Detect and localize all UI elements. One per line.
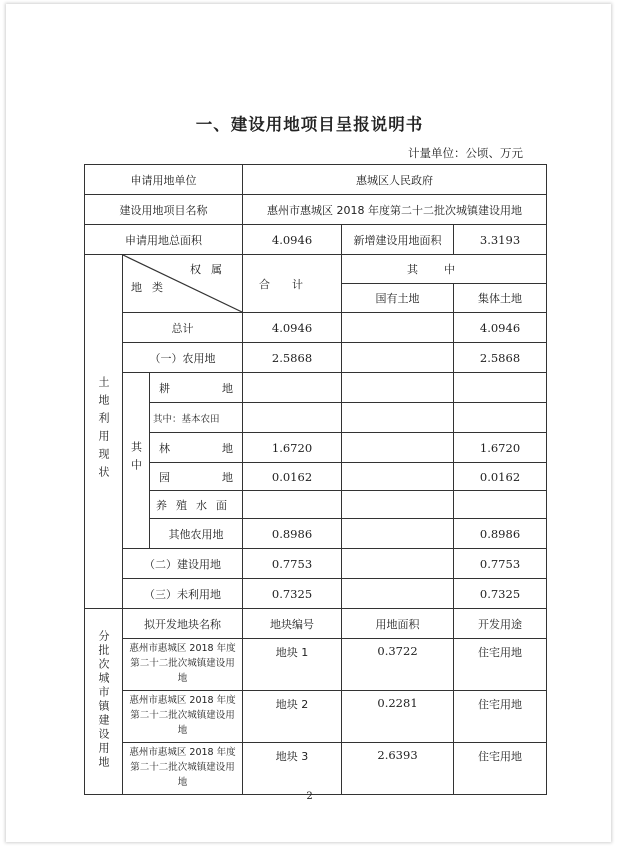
unused-sum: 0.7325 <box>243 579 342 609</box>
construction-coll: 0.7753 <box>454 549 547 579</box>
unused-label: （三）未利用地 <box>123 579 243 609</box>
parcel-use: 住宅用地 <box>454 691 547 743</box>
garden-state <box>342 463 454 491</box>
agri-coll: 2.5868 <box>454 343 547 373</box>
forest-label: 林 地 <box>150 433 243 463</box>
unit-note: 计量单位：公顷、万元 <box>408 146 523 160</box>
row-unused <box>85 579 547 609</box>
applicant-row <box>85 165 547 195</box>
parcel-area: 0.3722 <box>342 639 454 691</box>
aqua-coll <box>454 491 547 519</box>
row-agri <box>85 343 547 373</box>
agri-state <box>342 343 454 373</box>
new-area-value: 3.3193 <box>454 225 547 255</box>
aqua-state <box>342 491 454 519</box>
construction-state <box>342 549 454 579</box>
garden-label: 园 地 <box>150 463 243 491</box>
total-coll: 4.0946 <box>454 313 547 343</box>
parcel-id: 地块 1 <box>243 639 342 691</box>
total-area-label: 申请用地总面积 <box>85 225 243 255</box>
landuse-section-label: 土地利用现状 <box>85 255 123 609</box>
among-col-header: 其中 <box>342 255 547 284</box>
row-garden <box>85 463 547 491</box>
garden-sum: 0.0162 <box>243 463 342 491</box>
parcel-use: 住宅用地 <box>454 743 547 795</box>
arable-sum <box>243 373 342 403</box>
parcel-id: 地块 2 <box>243 691 342 743</box>
parcel-name: 惠州市惠城区 2018 年度第二十二批次城镇建设用地 <box>123 743 243 795</box>
project-row <box>85 195 547 225</box>
applicant-label: 申请用地单位 <box>85 165 243 195</box>
row-forest <box>85 433 547 463</box>
collective-col-header: 集体土地 <box>454 284 547 313</box>
landuse-header-row <box>85 255 547 284</box>
total-label: 总计 <box>123 313 243 343</box>
parcel-area-header: 用地面积 <box>342 609 454 639</box>
state-col-header: 国有土地 <box>342 284 454 313</box>
row-other-agri <box>85 519 547 549</box>
row-aquaculture <box>85 491 547 519</box>
parcel-name: 惠州市惠城区 2018 年度第二十二批次城镇建设用地 <box>123 691 243 743</box>
page-number: 2 <box>306 791 313 802</box>
applicant-value: 惠城区人民政府 <box>243 165 547 195</box>
parcel-area: 0.2281 <box>342 691 454 743</box>
parcel-name: 惠州市惠城区 2018 年度第二十二批次城镇建设用地 <box>123 639 243 691</box>
construction-label: （二）建设用地 <box>123 549 243 579</box>
parcel-row <box>85 639 547 691</box>
forest-sum: 1.6720 <box>243 433 342 463</box>
total-col-header: 合计 <box>243 255 342 313</box>
basic-state <box>342 403 454 433</box>
row-arable <box>85 373 547 403</box>
parcel-name-header: 拟开发地块名称 <box>123 609 243 639</box>
diagonal-header-cell <box>123 255 243 313</box>
aqua-sum <box>243 491 342 519</box>
agri-label: （一）农用地 <box>123 343 243 373</box>
other-agri-coll: 0.8986 <box>454 519 547 549</box>
aquaculture-label: 养殖水面 <box>150 491 243 519</box>
document-title: 一、建设用地项目呈报说明书 <box>195 115 424 134</box>
agri-sum: 2.5868 <box>243 343 342 373</box>
arable-coll <box>454 373 547 403</box>
land-use-table <box>84 164 547 795</box>
construction-sum: 0.7753 <box>243 549 342 579</box>
other-agri-state <box>342 519 454 549</box>
other-agri-label: 其他农用地 <box>150 519 243 549</box>
parcel-row <box>85 691 547 743</box>
total-area-row <box>85 225 547 255</box>
row-basic-farmland <box>85 403 547 433</box>
parcel-id-header: 地块编号 <box>243 609 342 639</box>
total-state <box>342 313 454 343</box>
parcel-use: 住宅用地 <box>454 639 547 691</box>
new-area-label: 新增建设用地面积 <box>342 225 454 255</box>
ownership-label: 权属 <box>190 263 233 276</box>
row-total <box>85 313 547 343</box>
among-row-label: 其中 <box>123 373 150 549</box>
forest-coll: 1.6720 <box>454 433 547 463</box>
other-agri-sum: 0.8986 <box>243 519 342 549</box>
parcels-section-label: 分批次城市镇建设用地 <box>85 609 123 795</box>
forest-state <box>342 433 454 463</box>
project-label: 建设用地项目名称 <box>85 195 243 225</box>
arable-state <box>342 373 454 403</box>
basic-coll <box>454 403 547 433</box>
parcel-use-header: 开发用途 <box>454 609 547 639</box>
parcel-id: 地块 3 <box>243 743 342 795</box>
row-construction <box>85 549 547 579</box>
garden-coll: 0.0162 <box>454 463 547 491</box>
total-sum: 4.0946 <box>243 313 342 343</box>
parcel-area: 2.6393 <box>342 743 454 795</box>
parcels-header-row <box>85 609 547 639</box>
parcel-row <box>85 743 547 795</box>
basic-farmland-label: 其中：基本农田 <box>150 403 243 433</box>
project-value: 惠州市惠城区 2018 年度第二十二批次城镇建设用地 <box>243 195 547 225</box>
unused-coll: 0.7325 <box>454 579 547 609</box>
total-area-value: 4.0946 <box>243 225 342 255</box>
basic-sum <box>243 403 342 433</box>
unused-state <box>342 579 454 609</box>
arable-label: 耕 地 <box>150 373 243 403</box>
category-label: 地类 <box>131 281 173 294</box>
